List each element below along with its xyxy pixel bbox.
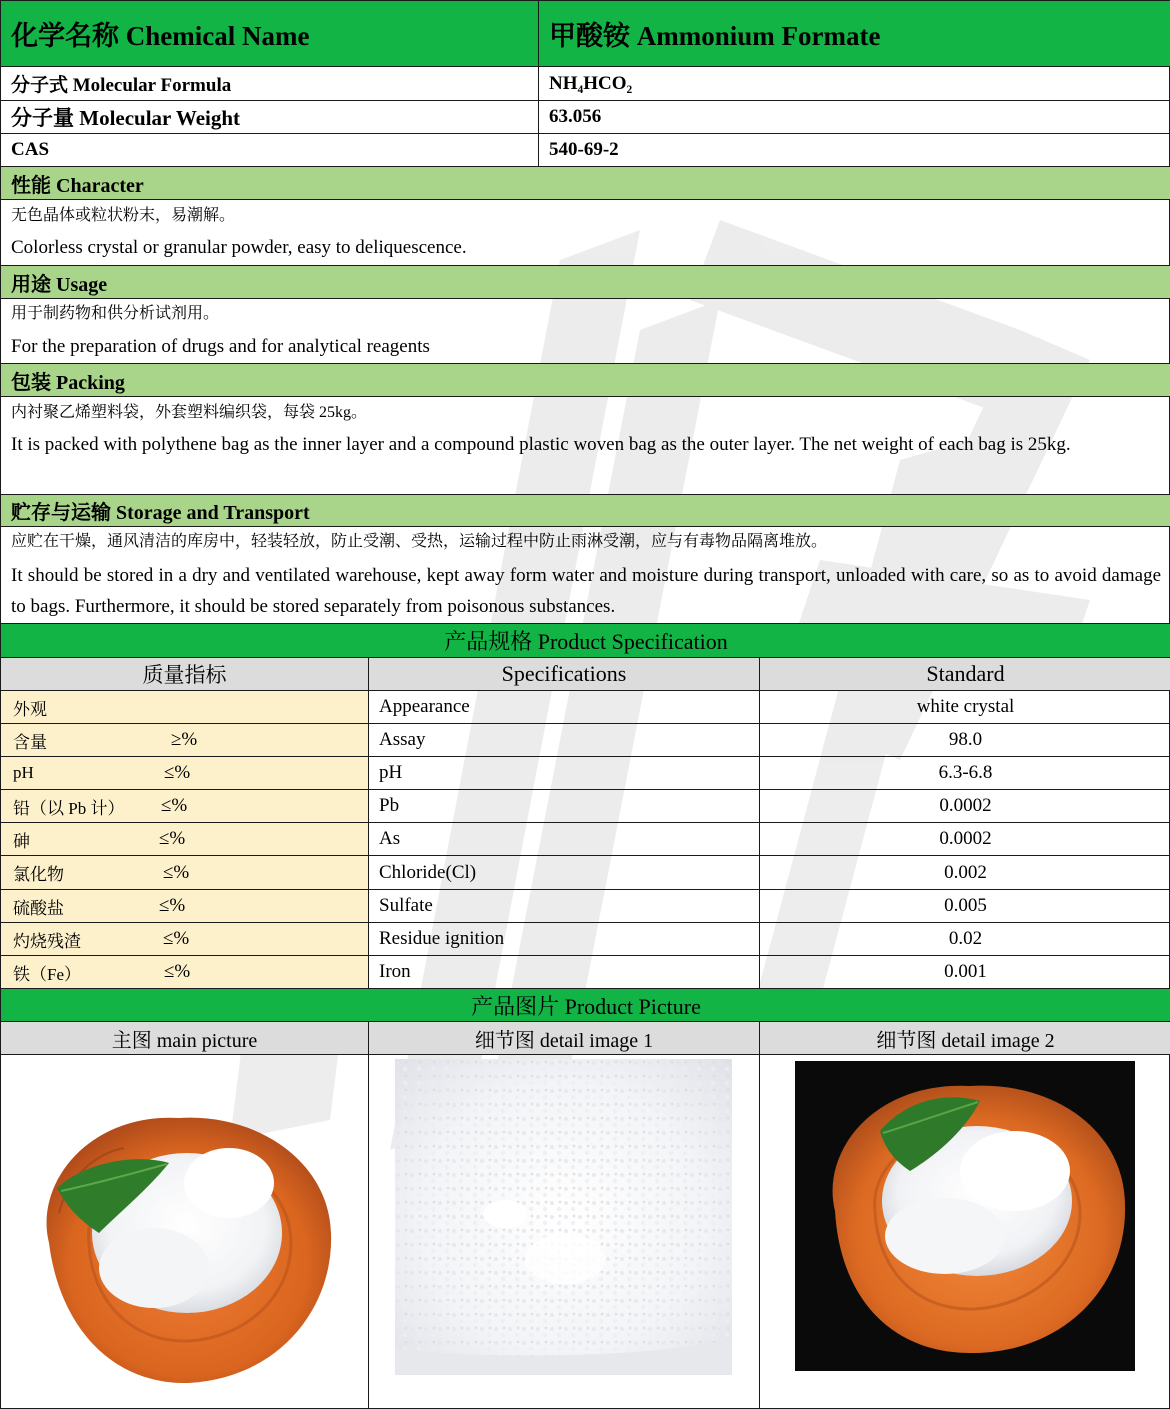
spec-index-cell (1, 790, 368, 822)
packing-title: 包装 Packing (11, 371, 125, 394)
main-product-photo (29, 1093, 341, 1389)
spec-index-cn: 外观 (13, 699, 47, 719)
spec-index-symbol: ≤% (163, 861, 190, 883)
spec-col-specifications: Specifications (368, 658, 759, 690)
usage-cn: 用于制药物和供分析试剂用。 (11, 305, 220, 322)
spec-standard-value: 0.0002 (759, 823, 1170, 855)
chemical-name-value: 甲酸铵 Ammonium Formate (538, 1, 1170, 66)
spec-name: Appearance (368, 691, 759, 723)
header-row (1, 1, 1170, 67)
spec-index-cell (1, 856, 368, 889)
spec-name: Chloride(Cl) (368, 856, 759, 889)
spec-index-cell (1, 691, 368, 723)
usage-header (1, 266, 1170, 299)
spec-name: As (368, 823, 759, 855)
spec-row (1, 856, 1170, 890)
info-row-formula (1, 67, 1170, 101)
spec-index-cell (1, 923, 368, 955)
spec-index-cn: 硫酸盐 (13, 898, 64, 918)
character-header (1, 167, 1170, 200)
character-en: Colorless crystal or granular powder, easy to deliquescence. (11, 237, 467, 258)
spec-index-symbol: ≤% (163, 928, 190, 949)
cas-value: 540-69-2 (538, 134, 1170, 166)
spec-standard-value: 6.3-6.8 (759, 757, 1170, 789)
spec-index-cn: 灼烧残渣 (13, 931, 81, 951)
picture-title-text: 产品图片 Product Picture (471, 993, 701, 1019)
spec-row (1, 956, 1170, 989)
spec-name: Sulfate (368, 890, 759, 922)
spec-index-symbol: ≤% (164, 961, 191, 982)
spec-name: Pb (368, 790, 759, 822)
info-row-cas (1, 134, 1170, 167)
spec-index-cell (1, 823, 368, 855)
spec-index-cell (1, 757, 368, 789)
spec-row (1, 757, 1170, 790)
formula-label-text: 分子式 Molecular Formula (11, 75, 232, 96)
spec-col-index: 质量指标 (142, 663, 227, 687)
spec-index-cn: 铅（以 Pb 计） (13, 798, 125, 818)
spec-standard-value: 0.02 (759, 923, 1170, 955)
spec-standard-value: 0.005 (759, 890, 1170, 922)
picture-label-main: 主图 main picture (111, 1029, 258, 1052)
picture-row (1, 1055, 1170, 1409)
spec-index-symbol: ≤% (164, 762, 191, 783)
picture-label-detail-2: 细节图 detail image 2 (759, 1022, 1170, 1054)
packing-body (1, 397, 1170, 495)
spec-row (1, 790, 1170, 823)
picture-title (1, 989, 1170, 1021)
info-row-weight (1, 101, 1170, 134)
spec-index-cell (1, 890, 368, 922)
spec-index-symbol: ≤% (159, 895, 186, 916)
spec-index-cn: pH (13, 763, 34, 782)
storage-cn: 应贮在干燥，通风清洁的库房中，轻装轻放，防止受潮、受热，运输过程中防止雨淋受潮，应与有毒物品隔离堆放。 (11, 533, 828, 550)
spec-column-headers (1, 658, 1170, 691)
spec-index-symbol: ≥% (171, 729, 198, 750)
spec-row (1, 923, 1170, 956)
character-body (1, 200, 1170, 266)
spec-index-cell (1, 724, 368, 756)
storage-title: 贮存与运输 Storage and Transport (11, 502, 310, 524)
formula-value: NH₄HCO₂ (538, 67, 1170, 100)
usage-en: For the preparation of drugs and for analytical reagents (11, 336, 430, 357)
storage-en: It should be stored in a dry and ventilated warehouse, kept away form water and moisture during transport, unloaded with care, so as to avoid damage to bags. Furthermore, it should be stored separately from poisonous substances. (11, 565, 1161, 617)
spec-index-cn: 含量 (13, 732, 47, 752)
packing-header (1, 364, 1170, 397)
spec-row (1, 724, 1170, 757)
spec-index-symbol: ≤% (159, 828, 186, 849)
spec-standard-value: 98.0 (759, 724, 1170, 756)
cas-label: CAS (11, 139, 50, 160)
weight-value: 63.056 (538, 101, 1170, 133)
spec-row (1, 823, 1170, 856)
spec-row (1, 691, 1170, 724)
storage-body (1, 527, 1170, 624)
spec-header (1, 624, 1170, 658)
weight-label: 分子量 Molecular Weight (11, 106, 241, 130)
spec-standard-value: 0.0002 (759, 790, 1170, 822)
character-title: 性能 Character (11, 174, 144, 197)
spec-name: Iron (368, 956, 759, 988)
spec-index-symbol: ≤% (161, 795, 188, 816)
picture-label-detail-1: 细节图 detail image 1 (368, 1022, 759, 1054)
spec-title (1, 624, 1170, 657)
spec-name: pH (368, 757, 759, 789)
packing-cn: 内衬聚乙烯塑料袋，外套塑料编织袋，每袋 25kg。 (11, 404, 368, 421)
spec-index-cn: 铁（Fe） (13, 964, 81, 984)
spec-name: Residue ignition (368, 923, 759, 955)
usage-title: 用途 Usage (11, 273, 108, 296)
formula-label (1, 67, 538, 100)
spec-row (1, 890, 1170, 923)
spec-index-cn: 氯化物 (13, 865, 64, 884)
packing-en: It is packed with polythene bag as the inner layer and a compound plastic woven bag as the outer layer. The net weight of each bag is 25kg. (11, 434, 1071, 455)
spec-title-text: 产品规格 Product Specification (444, 629, 728, 654)
spec-index-cn: 砷 (13, 831, 30, 851)
picture-header (1, 989, 1170, 1022)
detail-photo-1 (395, 1059, 732, 1375)
spec-col-standard: Standard (759, 658, 1170, 690)
storage-header (1, 495, 1170, 527)
chemical-name-label: 化学名称 Chemical Name (11, 21, 310, 51)
usage-body (1, 299, 1170, 364)
character-cn: 无色晶体或粒状粉末，易潮解。 (11, 207, 236, 224)
picture-labels (1, 1022, 1170, 1055)
spec-standard-value: 0.002 (759, 856, 1170, 889)
spec-name: Assay (368, 724, 759, 756)
detail-photo-2 (795, 1061, 1135, 1371)
spec-standard-value: white crystal (759, 691, 1170, 723)
spec-standard-value: 0.001 (759, 956, 1170, 988)
spec-index-cell (1, 956, 368, 988)
